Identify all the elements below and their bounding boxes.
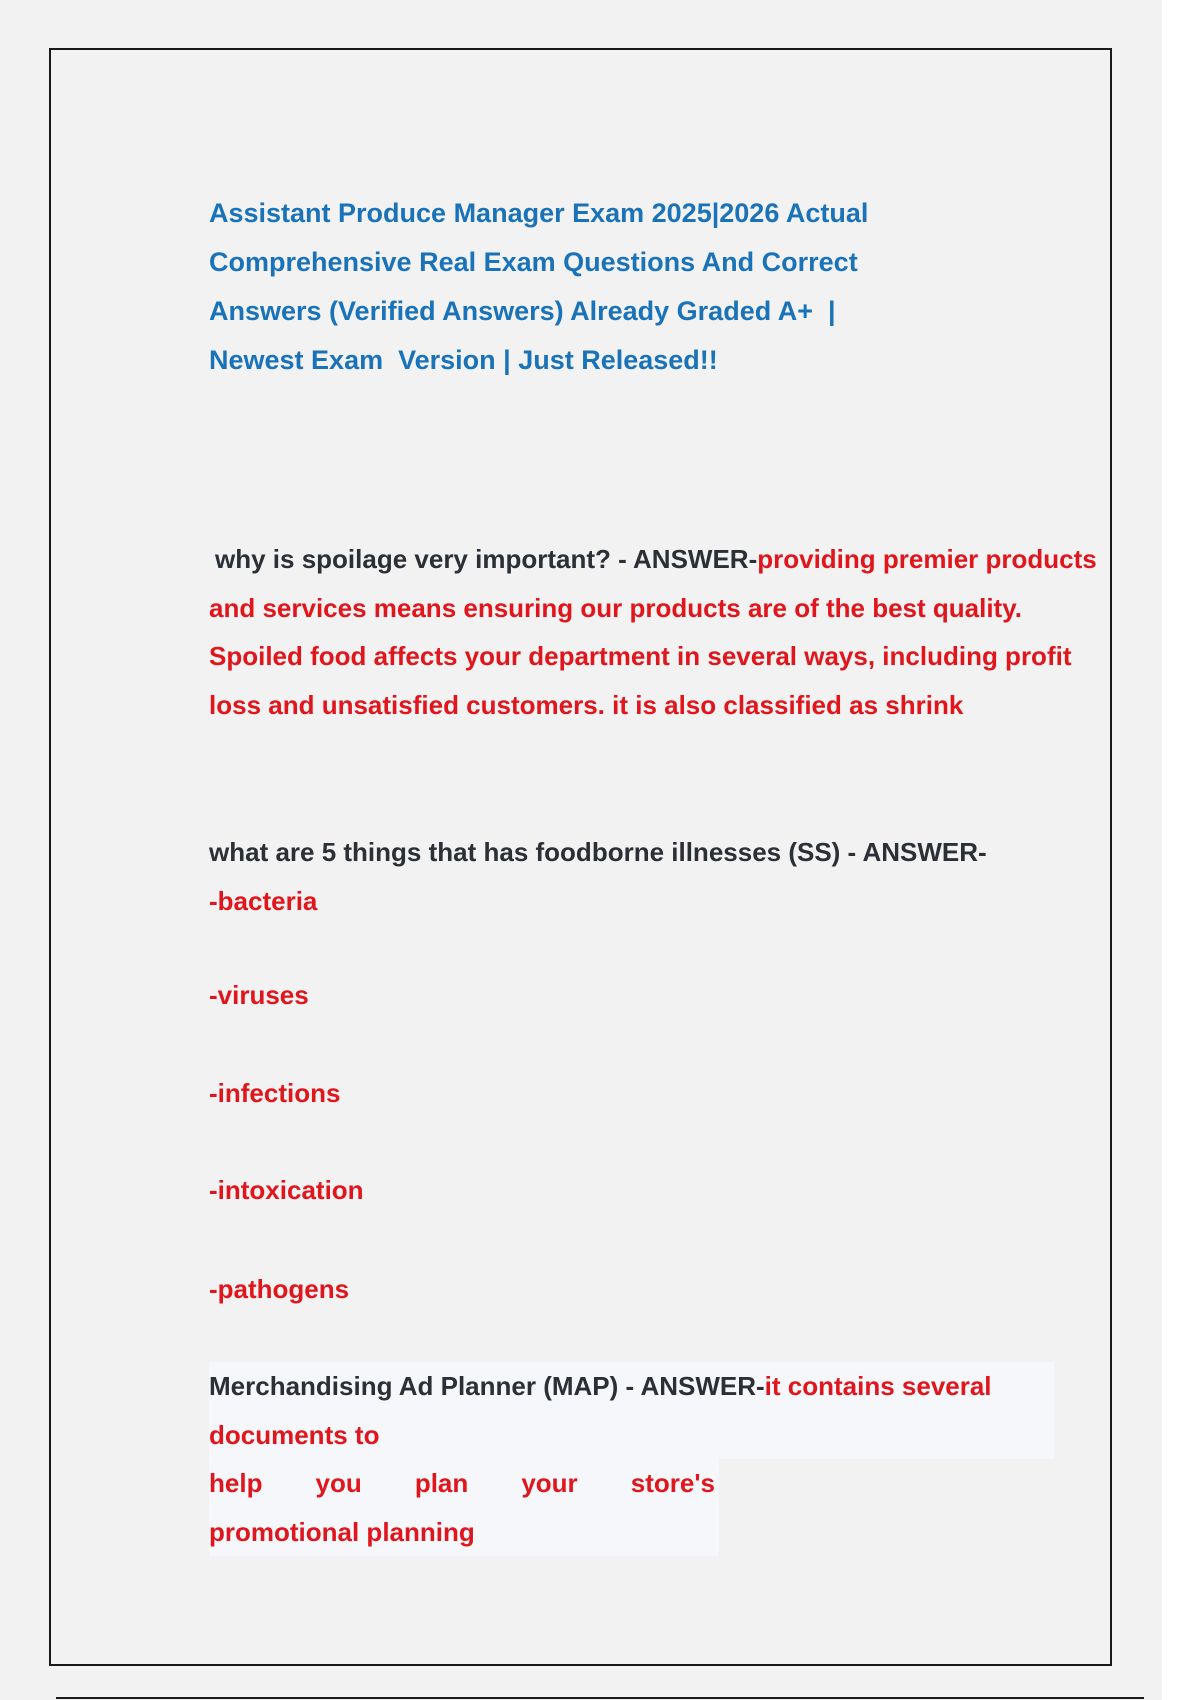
list-item-viruses: -viruses: [209, 980, 309, 1010]
answer-word: store's: [630, 1468, 715, 1498]
list-item-infections: -infections: [209, 1078, 341, 1108]
page-content: [209, 189, 1109, 1547]
answer-map-end: promotional planning: [209, 1516, 475, 1547]
list-item-intoxication: -intoxication: [209, 1175, 364, 1205]
title-line-4: Newest Exam Version | Just Released!!: [209, 345, 718, 375]
document-title: [209, 189, 1109, 385]
question-map: Merchandising Ad Planner (MAP) - ANSWER-: [209, 1371, 765, 1401]
list-item-pathogens: -pathogens: [209, 1274, 350, 1304]
qa-foodborne: [209, 828, 1109, 925]
title-line-1: Assistant Produce Manager Exam 2025|2026 Actual: [209, 198, 869, 228]
bottom-rule: [56, 1697, 1144, 1699]
title-line-3: Answers (Verified Answers) Already Graded A+ |: [209, 296, 836, 326]
answer-map: it contains several documents to: [209, 1371, 992, 1450]
question-foodborne: what are 5 things that has foodborne illnesses (SS) - ANSWER-: [209, 837, 987, 867]
title-line-2: Comprehensive Real Exam Questions And Correct: [209, 247, 858, 277]
qa-spoilage: [209, 535, 1109, 729]
answer-word: help: [209, 1468, 263, 1498]
answer-map-continued: [209, 1459, 719, 1556]
answer-word: plan: [414, 1468, 469, 1498]
question-spoilage: why is spoilage very important? - ANSWER-: [215, 544, 758, 574]
answer-word: your: [521, 1468, 578, 1498]
answer-spoilage: providing premier products and services means ensuring our products are of the best quality. Spoiled food affects your department in several ways, including profit loss and unsatisfied customers. it is also classified as shrink: [209, 544, 1097, 720]
qa-map: [209, 1362, 1054, 1459]
answer-foodborne-first: -bacteria: [209, 885, 318, 916]
right-margin-strip: [1162, 0, 1200, 1700]
answer-word: you: [315, 1468, 362, 1498]
answer-map-spread-line: [209, 1459, 715, 1508]
document-page: [49, 48, 1112, 1666]
